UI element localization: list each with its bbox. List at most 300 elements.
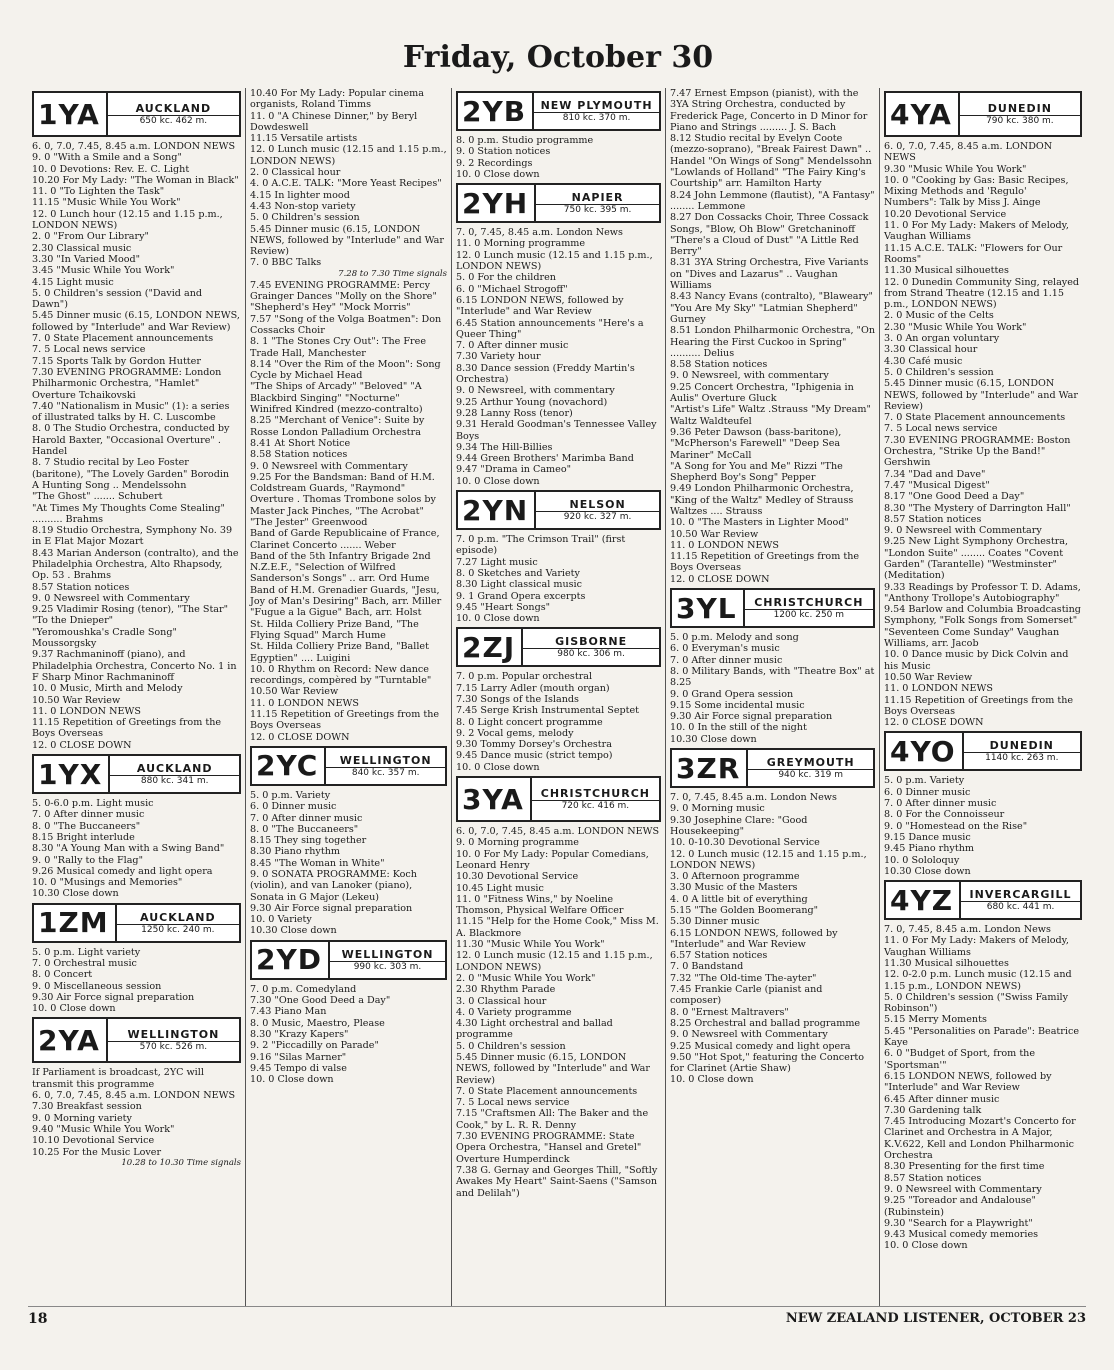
programme-entry: 8.19 Studio Orchestra, Symphony No. 39 in E Flat Major Mozart bbox=[32, 525, 233, 548]
station-city: NEW PLYMOUTH bbox=[534, 99, 659, 113]
programme-entry: 7.34 "Dad and Dave" bbox=[884, 468, 986, 480]
programme-entry: 7. 0 After dinner music bbox=[250, 812, 363, 824]
programme-entry: 8.27 Don Cossacks Choir, Three Cossack Songs, "Blow, Oh Blow" Gretchaninoff bbox=[670, 212, 869, 235]
programme-entry: 11. 0 "A Chinese Dinner," by Beryl Dowdeswell bbox=[250, 110, 418, 133]
programme-entry: 2. 0 Classical hour bbox=[250, 167, 341, 179]
programme-list-2ya bbox=[32, 1067, 241, 1157]
station-frequency: 880 kc. 341 m. bbox=[140, 776, 209, 787]
station-header-3ya bbox=[456, 776, 661, 822]
programme-entry: 4. 0 A little bit of everything bbox=[670, 893, 808, 905]
programme-entry: 5. 0 Children's session ("Swiss Family Robinson") bbox=[884, 991, 1069, 1015]
programme-list-2ya-evening bbox=[250, 280, 447, 743]
programme-entry: 7. 0 After dinner music bbox=[32, 809, 145, 821]
programme-entry: 8. 0 Sketches and Variety bbox=[456, 567, 580, 579]
programme-entry: 9.45 Dance music (strict tempo) bbox=[456, 750, 613, 762]
programme-entry: 12. 0 Lunch music (12.15 and 1.15 p.m., LONDON NEWS) bbox=[456, 249, 653, 273]
programme-entry: 8.25 "Merchant of Venice": Suite by Rosse London Palladium Orchestra bbox=[250, 415, 425, 438]
programme-entry: 11.15 A.C.E. TALK: "Flowers for Our Rooms" bbox=[884, 242, 1063, 265]
programme-entry: 10. 0 Close down bbox=[456, 168, 540, 180]
station-callsign: 2YH bbox=[458, 185, 536, 221]
programme-entry: 7.27 Light music bbox=[456, 556, 538, 568]
programme-entry: 9. 0 Newsreel with Commentary bbox=[670, 1029, 828, 1041]
programme-entry: 9.31 Herald Goodman's Tennessee Valley Boys bbox=[456, 419, 657, 442]
programme-entry: 9. 0 Newsreel, with commentary bbox=[670, 370, 829, 382]
programme-entry: 11.15 Repetition of Greetings from the Boys Overseas bbox=[250, 709, 440, 732]
programme-entry: Band of H.M. Grenadier Guards, "Jesu, Joy of Man's Desiring" Bach, arr. Miller bbox=[250, 584, 442, 608]
station-header-3yl bbox=[670, 588, 875, 628]
column-4 bbox=[666, 88, 880, 1306]
programme-entry: 12. 0 Lunch music (12.15 and 1.15 p.m., LONDON NEWS) bbox=[456, 950, 653, 973]
programme-entry: 5.45 "Personalities on Parade": Beatrice Kaye bbox=[884, 1025, 1079, 1049]
station-city: INVERCARGILL bbox=[961, 888, 1080, 902]
station-header-3zr bbox=[670, 748, 875, 788]
programme-entry: 7. 0 Orchestral music bbox=[32, 958, 137, 969]
programme-entry: 7. 0 State Placement announcements bbox=[456, 1085, 638, 1097]
programme-entry: 7.45 Frankie Carle (pianist and composer) bbox=[670, 984, 823, 1007]
station-city: WELLINGTON bbox=[330, 948, 445, 962]
programme-entry: 5.45 Dinner music (6.15, LONDON NEWS, followed by "Interlude" and War Review) bbox=[884, 378, 1078, 412]
programme-entry: 7. 0, 7.45, 8.45 a.m. London News bbox=[456, 227, 623, 239]
station-callsign: 4YO bbox=[886, 733, 964, 769]
programme-entry: 9.16 "Silas Marner" bbox=[250, 1051, 347, 1063]
programme-entry: 10.30 Devotional Service bbox=[456, 871, 579, 883]
programme-entry: 9. 0 Newsreel with Commentary bbox=[884, 525, 1042, 537]
programme-entry: "Yeromoushka's Cradle Song" Moussorgsky bbox=[32, 626, 177, 650]
programme-entry: 9. 0 Morning programme bbox=[456, 837, 579, 849]
programme-entry: 7. 0 p.m. "The Crimson Trail" (first episode) bbox=[456, 534, 626, 557]
programme-entry: 11. 0 Morning programme bbox=[456, 238, 586, 250]
programme-entry: 9. 0 Newsreel, with commentary bbox=[456, 385, 615, 397]
programme-entry: 7.30 EVENING PROGRAMME: State Opera Orchestra, "Hansel and Gretel" Overture Humperdinck bbox=[456, 1131, 642, 1165]
programme-entry: 8.43 Marian Anderson (contralto), and the Philadelphia Orchestra, Alto Rhapsody, Op. 53 . Brahms bbox=[32, 547, 239, 582]
station-callsign: 1YA bbox=[34, 93, 108, 135]
programme-entry: 9. 0 Newsreel with Commentary bbox=[884, 1183, 1042, 1195]
station-city: WELLINGTON bbox=[326, 754, 445, 768]
programme-entry: 9. 0 SONATA PROGRAMME: Koch (violin), and van Lanoker (piano), Sonata in G Major (Lekeu) bbox=[250, 869, 417, 903]
programme-entry: 5.45 Dinner music (6.15, LONDON NEWS, followed by "Interlude" and War Review) bbox=[456, 1052, 650, 1086]
programme-entry: 9.43 Musical comedy memories bbox=[884, 1229, 1039, 1241]
programme-entry: 9.15 Some incidental music bbox=[670, 699, 805, 711]
station-header-2zj bbox=[456, 627, 661, 667]
programme-entry: 5. 0 p.m. Light variety bbox=[32, 946, 141, 958]
programme-entry: 9.15 Dance music bbox=[884, 831, 971, 843]
programme-entry: 3.30 Music of the Masters bbox=[670, 882, 798, 894]
programme-entry: 11. 0 LONDON NEWS bbox=[884, 683, 993, 695]
programme-entry: 9. 0 Newsreel with Commentary bbox=[250, 460, 408, 472]
programme-entry: 5. 0 Children's session ("David and Dawn") bbox=[32, 287, 203, 311]
programme-entry: 9.25 New Light Symphony Orchestra, "London Suite" ........ Coates "Covent Garden" (Tarantelle) "Westminster" (Meditation) bbox=[884, 536, 1069, 582]
programme-entry: 11.15 Versatile artists bbox=[250, 133, 358, 145]
programme-entry: 7.30 Gardening talk bbox=[884, 1104, 982, 1116]
programme-entry: 5.15 Merry Moments bbox=[884, 1014, 987, 1026]
programme-entry: 11.15 "Music While You Work" bbox=[32, 197, 181, 209]
station-callsign: 1YX bbox=[34, 756, 110, 792]
programme-entry: 7.15 Larry Adler (mouth organ) bbox=[456, 682, 610, 694]
programme-entry: 8.30 "A Young Man with a Swing Band" bbox=[32, 843, 225, 855]
programme-list-4ya bbox=[884, 141, 1082, 728]
programme-entry: 9. 0 Miscellaneous session bbox=[32, 980, 162, 992]
programme-entry: 6.15 LONDON NEWS, followed by "Interlude" and War Review bbox=[670, 927, 838, 950]
programme-entry: 8.30 Piano rhythm bbox=[250, 846, 340, 858]
programme-entry: 6. 0 "Budget of Sport, from the 'Sportsman'" bbox=[884, 1048, 1036, 1071]
station-frequency: 1200 kc. 250 m bbox=[773, 610, 845, 621]
programme-entry: 9.37 Rachmaninoff (piano), and Philadelphia Orchestra, Concerto No. 1 in F Sharp Minor Rachmaninoff bbox=[32, 649, 237, 683]
programme-entry: 7.32 "The Old-time The-ayter" bbox=[670, 972, 817, 984]
programme-entry: 8. 0 Light concert programme bbox=[456, 716, 603, 728]
station-callsign: 2YB bbox=[458, 93, 534, 129]
programme-entry: 9.25 Musical comedy and light opera bbox=[670, 1040, 851, 1052]
programme-entry: 8.58 Station notices bbox=[250, 449, 348, 461]
page-footer bbox=[28, 1306, 1086, 1329]
station-header-1zm bbox=[32, 903, 241, 943]
programme-entry: 7.43 Piano Man bbox=[250, 1006, 327, 1018]
listener-page bbox=[28, 38, 1086, 1328]
programme-entry: 11. 0 "To Lighten the Task" bbox=[32, 186, 165, 198]
station-frequency: 810 kc. 370 m. bbox=[562, 113, 631, 123]
programme-entry: 8. 0 p.m. Studio programme bbox=[456, 135, 594, 146]
programme-entry: 10.30 Close down bbox=[32, 888, 119, 900]
programme-entry: 10. 0 "Musings and Memories" bbox=[32, 877, 183, 889]
station-header-2ya bbox=[32, 1017, 241, 1063]
station-header-2yc bbox=[250, 746, 447, 786]
programme-entry: 9.40 "Music While You Work" bbox=[32, 1123, 175, 1135]
programme-entry: 11. 0 For My Lady: Makers of Melody, Vaughan Williams bbox=[884, 935, 1069, 958]
programme-entry: 7. 0 BBC Talks bbox=[250, 257, 322, 269]
station-header-1yx bbox=[32, 754, 241, 794]
programme-entry: 7.30 EVENING PROGRAMME: Boston Orchestra, "Strike Up the Band!" Gershwin bbox=[884, 434, 1071, 469]
programme-entry: "Fugue a la Gigue" Bach, arr. Holst bbox=[250, 607, 422, 619]
programme-entry: "A Song for You and Me" Rizzi "The Shepherd Boy's Song" Pepper bbox=[670, 460, 843, 484]
station-city: AUCKLAND bbox=[117, 911, 239, 925]
programme-entry: 5. 0 p.m. Variety bbox=[250, 789, 331, 801]
programme-entry: 9. 0 Station notices bbox=[456, 146, 551, 158]
programme-entry: 9. 2 Recordings bbox=[456, 157, 533, 169]
programme-entry: 7.47 "Musical Digest" bbox=[884, 479, 990, 491]
programme-entry: Winifred Kindred (mezzo-contralto) bbox=[250, 404, 423, 416]
programme-entry: 10. 0 Close down bbox=[456, 475, 540, 487]
programme-entry: 9. 0 "With a Smile and a Song" bbox=[32, 152, 182, 164]
programme-entry: "At Times My Thoughts Come Stealing" .......... Brahms bbox=[32, 502, 225, 525]
programme-list-2ya-cont bbox=[250, 88, 447, 269]
programme-entry: 12. 0 CLOSE DOWN bbox=[670, 573, 770, 585]
station-header-2yb bbox=[456, 91, 661, 131]
station-callsign: 2YN bbox=[458, 492, 536, 528]
programme-entry: 5. 0 For the children bbox=[456, 272, 556, 284]
station-callsign: 3YA bbox=[458, 778, 532, 820]
station-callsign: 3ZR bbox=[672, 750, 748, 786]
programme-entry: 7. 0 State Placement announcements bbox=[884, 412, 1066, 424]
programme-entry: 9.47 "Drama in Cameo" bbox=[456, 464, 572, 476]
programme-entry: 2.30 Classical music bbox=[32, 242, 132, 254]
programme-entry: 10. 0 In the still of the night bbox=[670, 722, 807, 734]
programme-list-2yd bbox=[250, 984, 447, 1086]
programme-entry: 9. 2 "Piccadilly on Parade" bbox=[250, 1040, 379, 1052]
programme-entry: 11.30 Musical silhouettes bbox=[884, 265, 1009, 277]
programme-list-2yh bbox=[456, 227, 661, 487]
station-frequency: 980 kc. 306 m. bbox=[557, 649, 625, 660]
programme-entry: 10. 0 "Cooking by Gas: Basic Recipes, Mixing Methods and 'Regulo' Numbers": Talk by Miss J. Ainge bbox=[884, 174, 1069, 209]
station-callsign: 1ZM bbox=[34, 905, 117, 941]
programme-entry: St. Hilda Colliery Prize Band, "The Flying Squad" March Hume bbox=[250, 618, 419, 641]
programme-entry: 5.15 "The Golden Boomerang" bbox=[670, 905, 819, 916]
programme-entry: 9.36 Peter Dawson (bass-baritone), "McPherson's Farewell" "Deep Sea Mariner" McCall bbox=[670, 426, 842, 461]
programme-entry: 6. 0, 7.0, 7.45, 8.45 a.m. LONDON NEWS bbox=[456, 826, 660, 838]
programme-entry: 10. 0 Rhythm on Record: New dance recordings, compèred by "Turntable" bbox=[250, 663, 432, 687]
programme-entry: 9.30 Josephine Clare: "Good Housekeeping" bbox=[670, 814, 808, 837]
programme-list-1ya bbox=[32, 141, 241, 751]
programme-entry: 4. 0 A.C.E. TALK: "More Yeast Recipes" bbox=[250, 178, 442, 190]
station-frequency: 990 kc. 303 m. bbox=[353, 961, 422, 972]
programme-entry: 6. 0 Dinner music bbox=[250, 801, 337, 813]
programme-entry: 9.45 Piano rhythm bbox=[884, 843, 974, 855]
programme-entry: 9.54 Barlow and Columbia Broadcasting Symphony, "Folk Songs from Somerset" "Seventeen Come Sunday" Vaughan Williams, arr. Jacob bbox=[884, 604, 1081, 650]
programme-entry: 10.50 War Review bbox=[32, 694, 121, 706]
column-2 bbox=[246, 88, 452, 1306]
programme-entry: 5. 0 Children's session bbox=[456, 1040, 566, 1052]
station-callsign: 2YD bbox=[252, 942, 330, 978]
programme-list-2zj bbox=[456, 671, 661, 773]
programme-entry: 3.30 "In Varied Mood" bbox=[32, 253, 141, 265]
programme-entry: "There's a Cloud of Dust" "A Little Red Berry" bbox=[670, 234, 859, 258]
programme-entry: 7.15 Sports Talk by Gordon Hutter bbox=[32, 355, 201, 367]
programme-entry: 8. 1 "The Stones Cry Out": The Free Trade Hall, Manchester bbox=[250, 336, 426, 359]
programme-entry: 12. 0 CLOSE DOWN bbox=[32, 739, 132, 751]
programme-entry: 9.30 Tommy Dorsey's Orchestra bbox=[456, 739, 612, 751]
programme-entry: Band of the 5th Infantry Brigade 2nd N.Z.E.F., "Selection of Wilfred Sanderson's Songs" .. arr. Ord Hume bbox=[250, 550, 431, 585]
column-5 bbox=[880, 88, 1086, 1306]
programme-entry: 9. 0 Grand Opera session bbox=[670, 688, 794, 700]
programme-entry: 7. 0 p.m. Comedyland bbox=[250, 983, 357, 995]
station-callsign: 4YA bbox=[886, 93, 960, 135]
programme-entry: St. Hilda Colliery Prize Band, "Ballet Egyptien" .... Luigini bbox=[250, 641, 429, 664]
programme-entry: 10.40 For My Lady: Popular cinema organists, Roland Timms bbox=[250, 88, 424, 111]
programme-entry: 7. 0 After dinner music bbox=[456, 340, 569, 352]
station-city: AUCKLAND bbox=[110, 762, 239, 776]
station-header-1ya bbox=[32, 91, 241, 137]
programme-entry: 8.58 Station notices bbox=[670, 359, 768, 371]
programme-entry: 7. 5 Local news service bbox=[884, 423, 998, 435]
programme-entry: 6.57 Station notices bbox=[670, 950, 768, 962]
programme-entry: 7. 0 State Placement announcements bbox=[32, 333, 214, 345]
station-callsign: 2YA bbox=[34, 1019, 108, 1061]
programme-entry: 8.30 Light classical music bbox=[456, 579, 583, 591]
programme-entry: 4.30 Light orchestral and ballad programme bbox=[456, 1018, 613, 1041]
programme-entry: 10. 0 Close down bbox=[250, 1074, 334, 1086]
station-frequency: 790 kc. 380 m. bbox=[986, 116, 1054, 126]
programme-entry: 3. 0 Classical hour bbox=[456, 995, 547, 1007]
programme-entry: 8.24 John Lemmone (flautist), "A Fantasy" ........ Lemmone bbox=[670, 189, 875, 212]
programme-entry: 7.45 Introducing Mozart's Concerto for Clarinet and Orchestra in A Major, K.V.622, Kell and London Philharmonic Orchestra bbox=[884, 1116, 1076, 1162]
station-city: NELSON bbox=[536, 498, 659, 512]
programme-list-1zm bbox=[32, 947, 241, 1015]
programme-entry: 10.20 Devotional Service bbox=[884, 208, 1007, 220]
programme-entry: 2.30 Rhythm Parade bbox=[456, 984, 556, 996]
station-city: DUNEDIN bbox=[964, 739, 1080, 753]
station-callsign: 4YZ bbox=[886, 882, 961, 918]
programme-entry: 8.15 They sing together bbox=[250, 835, 367, 847]
programme-entry: 8.25 Orchestral and ballad programme bbox=[670, 1017, 861, 1029]
programme-list-3ya bbox=[456, 826, 661, 1199]
publication-line: NEW ZEALAND LISTENER, OCTOBER 23 bbox=[785, 1311, 1086, 1326]
programme-entry: If Parliament is broadcast, 2YC will transmit this programme bbox=[32, 1067, 204, 1090]
programme-entry: 11. 0 LONDON NEWS bbox=[670, 539, 779, 551]
programme-entry: 9.25 "Toreador and Andalouse" (Rubinstein) bbox=[884, 1195, 1036, 1218]
programme-list-4yz bbox=[884, 924, 1082, 1252]
programme-entry: "The Ghost" ....... Schubert bbox=[32, 491, 163, 503]
programme-entry: 7. 5 Local news service bbox=[32, 344, 146, 356]
programme-entry: 10.50 War Review bbox=[670, 528, 759, 540]
programme-entry: 11. 0 For My Lady: Makers of Melody, Vaughan Williams bbox=[884, 220, 1069, 243]
programme-entry: 7.40 "Nationalism in Music" (1): a series of illustrated talks by H. C. Luscombe bbox=[32, 400, 230, 424]
programme-entry: 7. 5 Local news service bbox=[456, 1097, 570, 1109]
programme-entry: 10. 0 Close down bbox=[32, 1003, 116, 1015]
programme-entry: 11.30 "Music While You Work" bbox=[456, 939, 605, 951]
station-frequency: 1140 kc. 263 m. bbox=[985, 753, 1059, 764]
programme-entry: 10. 0 Music, Mirth and Melody bbox=[32, 683, 183, 695]
programme-entry: 10. 0 Dance music by Dick Colvin and his Music bbox=[884, 649, 1069, 672]
programme-entry: 4.15 Light music bbox=[32, 276, 114, 288]
programme-entry: 8.31 3YA String Orchestra, Five Variants on "Dives and Lazarus" .. Vaughan Williams bbox=[670, 257, 869, 292]
programme-entry: 9.45 Tempo di valse bbox=[250, 1062, 347, 1074]
programme-entry: 10. 0 Sololoquy bbox=[884, 854, 960, 866]
programme-entry: 10.30 Close down bbox=[670, 733, 757, 745]
programme-entry: 8.41 At Short Notice bbox=[250, 437, 351, 449]
programme-entry: 8.30 "Krazy Kapers" bbox=[250, 1028, 349, 1040]
programme-entry: 12. 0 Lunch music (12.15 and 1.15 p.m., LONDON NEWS) bbox=[670, 848, 867, 871]
programme-entry: 10.30 Close down bbox=[250, 925, 337, 937]
programme-entry: 4.43 Non-stop variety bbox=[250, 200, 356, 212]
programme-entry: 11.15 Repetition of Greetings from the Boys Overseas bbox=[884, 694, 1074, 717]
page-title: Friday, October 30 bbox=[402, 40, 714, 75]
programme-entry: 10. 0 Close down bbox=[456, 761, 540, 773]
programme-entry: 7. 0 Bandstand bbox=[670, 961, 744, 973]
station-frequency: 720 kc. 416 m. bbox=[561, 801, 630, 812]
station-header-2yh bbox=[456, 183, 661, 223]
station-city: DUNEDIN bbox=[960, 102, 1080, 116]
programme-entry: 9.34 The Hill-Billies bbox=[456, 441, 553, 453]
programme-entry: 8.12 Studio recital by Evelyn Coote (mezzo-soprano), "Break Fairest Dawn" .. Handel "On Wings of Song" Mendelssohn bbox=[670, 133, 872, 167]
programme-list-1yx bbox=[32, 798, 241, 900]
programme-entry: 8.14 "Over the Rim of the Moon": Song Cycle by Michael Head bbox=[250, 358, 441, 382]
programme-entry: 7.30 "One Good Deed a Day" bbox=[250, 995, 391, 1007]
programme-entry: 3. 0 An organ voluntary bbox=[884, 333, 1000, 345]
programme-list-3ya-cont bbox=[670, 88, 875, 585]
programme-entry: "Artist's Life" Waltz .Strauss "My Dream" Waltz Waldteufel bbox=[670, 404, 871, 427]
programme-entry: 5.30 Dinner music bbox=[670, 916, 760, 928]
programme-entry: 9.25 Concert Orchestra, "Iphigenia in Aulis" Overture Gluck bbox=[670, 381, 854, 405]
programme-entry: 10. 0 Close down bbox=[884, 1240, 968, 1252]
programme-entry: 9.45 "Heart Songs" bbox=[456, 601, 551, 613]
page-header bbox=[28, 38, 1086, 88]
programme-entry: 10. 0 "The Masters in Lighter Mood" bbox=[670, 517, 849, 529]
station-city: CHRISTCHURCH bbox=[532, 787, 659, 801]
programme-entry: 5.45 Dinner music (6.15, LONDON NEWS, followed by "Interlude" and War Review) bbox=[250, 223, 444, 258]
station-frequency: 650 kc. 462 m. bbox=[139, 116, 208, 126]
programme-entry: 8.30 Presenting for the first time bbox=[884, 1161, 1045, 1173]
programme-columns bbox=[28, 88, 1086, 1306]
programme-entry: 5. 0 p.m. Melody and song bbox=[670, 632, 799, 644]
programme-entry: 8. 7 Studio recital by Leo Foster (baritone), "The Lovely Garden" Borodin bbox=[32, 457, 230, 480]
programme-entry: 10.25 For the Music Lover bbox=[32, 1146, 162, 1158]
programme-entry: 6. 0, 7.0, 7.45, 8.45 a.m. LONDON NEWS bbox=[32, 141, 236, 152]
station-frequency: 840 kc. 357 m. bbox=[351, 767, 420, 778]
station-frequency: 1250 kc. 240 m. bbox=[141, 924, 215, 935]
programme-entry: 9.50 "Hot Spot," featuring the Concerto for Clarinet (Artie Shaw) bbox=[670, 1051, 865, 1075]
station-city: GREYMOUTH bbox=[748, 756, 873, 770]
programme-entry: 9.25 Arthur Young (novachord) bbox=[456, 396, 608, 408]
programme-entry: 7. 0, 7.45, 8.45 a.m. London News bbox=[670, 792, 837, 804]
programme-entry: 10. 0-10.30 Devotional Service bbox=[670, 837, 820, 849]
programme-entry: 10. 0 Close down bbox=[456, 613, 540, 625]
programme-entry: 12. 0 Dunedin Community Sing, relayed from Strand Theatre (12.15 and 1.15 p.m., LONDON NEWS) bbox=[884, 276, 1080, 311]
programme-entry: 9. 0 Morning music bbox=[670, 803, 765, 815]
programme-entry: 8. 0 The Studio Orchestra, conducted by Harold Baxter, "Occasional Overture" . Handel bbox=[32, 423, 230, 458]
programme-entry: 7.30 Variety hour bbox=[456, 351, 541, 363]
programme-entry: 2. 0 "From Our Library" bbox=[32, 231, 149, 243]
programme-entry: Band of Garde Republicaine of France, Clarinet Concerto ....... Weber bbox=[250, 528, 440, 551]
programme-entry: 6.15 LONDON NEWS, followed by "Interlude" and War Review bbox=[884, 1070, 1052, 1094]
programme-entry: 3. 0 Afternoon programme bbox=[670, 871, 800, 883]
programme-entry: 9.44 Green Brothers' Marimba Band bbox=[456, 453, 634, 465]
programme-entry: 8.30 "The Mystery of Darrington Hall" bbox=[884, 502, 1071, 514]
programme-entry: 12. 0 CLOSE DOWN bbox=[250, 731, 350, 743]
programme-entry: 6.45 Station announcements "Here's a Queer Thing" bbox=[456, 317, 644, 340]
column-1 bbox=[28, 88, 246, 1306]
programme-entry: 8.43 Nancy Evans (contralto), "Blaweary" "You Are My Sky" "Latmian Shepherd" Gurney bbox=[670, 291, 873, 325]
station-frequency: 940 kc. 319 m bbox=[778, 770, 844, 781]
programme-entry: 9. 0 Newsreel with Commentary bbox=[32, 592, 190, 604]
station-callsign: 2YC bbox=[252, 748, 326, 784]
programme-entry: 3.45 "Music While You Work" bbox=[32, 265, 175, 277]
station-header-4yz bbox=[884, 880, 1082, 920]
programme-entry: 10. 0 Variety bbox=[250, 914, 312, 926]
programme-entry: 10.10 Devotional Service bbox=[32, 1135, 155, 1147]
programme-list-3yl bbox=[670, 632, 875, 745]
programme-entry: 8. 0 For the Connoisseur bbox=[884, 809, 1005, 821]
programme-entry: 8. 0 Military Bands, with "Theatre Box" at 8.25 bbox=[670, 665, 875, 689]
programme-entry: 7.45 EVENING PROGRAMME: Percy Grainger Dances "Molly on the Shore" "Shepherd's Hey" "Mock Morris" bbox=[250, 279, 437, 314]
programme-entry: 8.45 "The Woman in White" bbox=[250, 857, 385, 869]
programme-entry: 9. 1 Grand Opera excerpts bbox=[456, 590, 586, 602]
programme-entry: 9. 2 Vocal gems, melody bbox=[456, 727, 574, 739]
programme-entry: 11. 0 LONDON NEWS bbox=[32, 705, 141, 717]
programme-entry: 9.26 Musical comedy and light opera bbox=[32, 865, 213, 877]
programme-entry: 9. 0 "Homestead on the Rise" bbox=[884, 820, 1028, 832]
programme-entry: 7.30 Songs of the Islands bbox=[456, 693, 579, 705]
programme-entry: 10. 0 Devotions: Rev. E. C. Light bbox=[32, 163, 190, 175]
station-header-2yd bbox=[250, 940, 447, 980]
programme-entry: 5. 0 Children's session bbox=[884, 366, 994, 378]
programme-entry: 7. 0 p.m. Popular orchestral bbox=[456, 671, 593, 683]
station-header-2yn bbox=[456, 490, 661, 530]
programme-entry: 9. 0 "Rally to the Flag" bbox=[32, 854, 143, 866]
programme-entry: 7. 0 After dinner music bbox=[884, 798, 997, 810]
programme-entry: "Lowlands of Holland" "The Fairy King's Courtship" arr. Hamilton Harty bbox=[670, 167, 866, 190]
programme-entry: 11.15 Repetition of Greetings from the Boys Overseas bbox=[670, 551, 860, 574]
programme-entry: 7.47 Ernest Empson (pianist), with the 3YA String Orchestra, conducted by Frederick Page, Concerto in D Minor for Piano and Strings ......... J. S. Bach bbox=[670, 88, 868, 133]
programme-entry: 3.30 Classical hour bbox=[884, 344, 978, 356]
station-frequency: 680 kc. 441 m. bbox=[986, 902, 1055, 913]
station-frequency: 570 kc. 526 m. bbox=[139, 1042, 208, 1053]
programme-entry: 12. 0-2.0 p.m. Lunch music (12.15 and 1.15 p.m., LONDON NEWS) bbox=[884, 969, 1072, 992]
programme-entry: 9.30 Air Force signal preparation bbox=[670, 711, 833, 723]
station-city: CHRISTCHURCH bbox=[745, 596, 873, 610]
station-header-4ya bbox=[884, 91, 1082, 137]
station-header-4yo bbox=[884, 731, 1082, 771]
programme-entry: 9.30 "Music While You Work" bbox=[884, 163, 1027, 175]
programme-entry: 11.30 Musical silhouettes bbox=[884, 958, 1009, 969]
programme-entry: 10. 0 Close down bbox=[670, 1074, 754, 1086]
